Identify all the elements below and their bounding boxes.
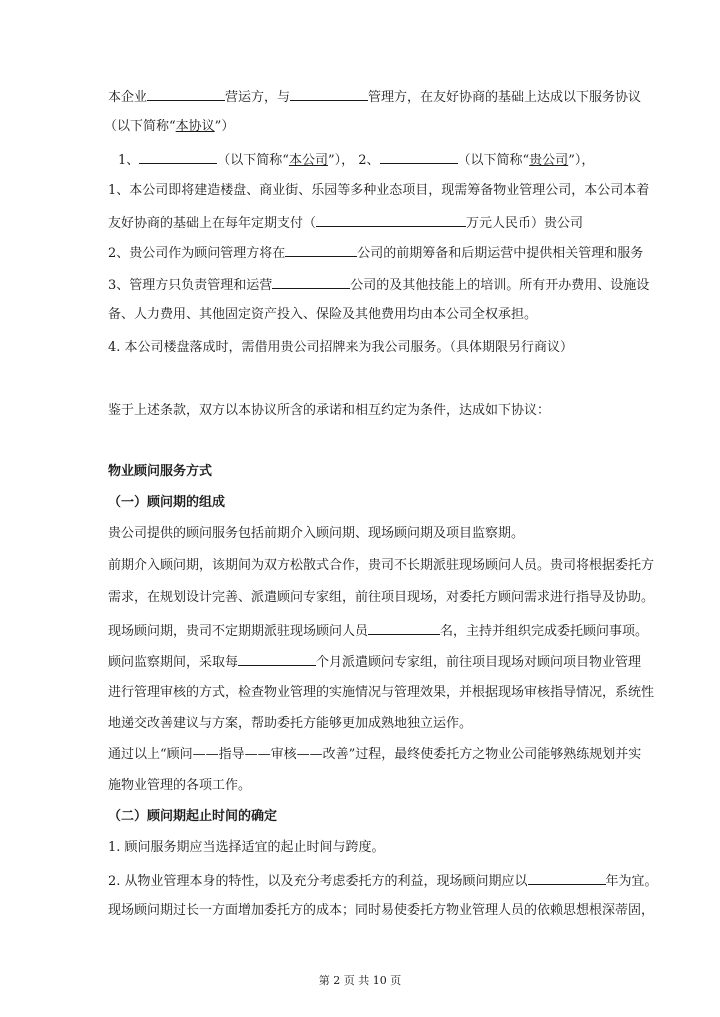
preamble: 鉴于上述条款，双方以本协议所含的承诺和相互约定为条件，达成如下协议： <box>108 403 551 418</box>
s1-p4-line2: 进行管理审核的方式，检查物业管理的实施情况与管理效果，并根据现场审核指导情况，系统性 <box>108 685 655 700</box>
months-blank[interactable] <box>238 653 316 666</box>
subsection-2-title: （二）顾问期起止时间的确定 <box>108 809 278 824</box>
s2-q2: 2. 从物业管理本身的特性，以及充分考虑委托方的利益，现场顾问期应以 年为宜。 <box>108 874 658 889</box>
manager-blank[interactable] <box>290 88 368 101</box>
section-title: 物业顾问服务方式 <box>108 464 213 479</box>
term-our-company: 本公司 <box>288 153 328 168</box>
s1-p3: 现场顾问期，贵司不定期期派驻现场顾问人员 名，主持并组织完成委托顾问事项。 <box>108 624 649 639</box>
parties-line: 1、 （以下简称“本公司”）， 2、 （以下简称“贵公司”）， <box>118 153 595 168</box>
clause3-line2: 备、人力费用、其他固定资产投入、保险及其他费用均由本公司全权承担。 <box>108 307 538 322</box>
s1-p4-line3: 地递交改善建议与方案，帮助委托方能够更加成熟地独立运作。 <box>108 716 473 731</box>
page-footer: 第 2 页 共 10 页 <box>318 974 402 987</box>
term-agreement: 本协议 <box>175 119 215 134</box>
managed-company-blank[interactable] <box>272 276 350 289</box>
s1-p5-line1: 通过以上“顾问——指导——审核——改善”过程，最终使委托方之物业公司能够熟练规划并实 <box>108 747 642 762</box>
intro-abbrev: （以下简称“本协议”） <box>104 119 235 134</box>
staff-count-blank[interactable] <box>368 622 440 635</box>
intro-line: 本企业 营运方，与 管理方，在友好协商的基础上达成以下服务协议 <box>108 90 642 105</box>
clause3-line1: 3、管理方只负责管理和运营 公司的及其他技能上的培训。所有开办费用、设施设 <box>108 278 650 293</box>
clause1-line2: 友好协商的基础上在每年定期支付（ 万元人民币）贵公司 <box>108 216 584 231</box>
operator-blank[interactable] <box>147 88 225 101</box>
s1-p2-line2: 需求，在规划设计完善、派遣顾问专家组，前往项目现场，对委托方顾问需求进行指导及协助。 <box>108 590 655 605</box>
s2-q3: 现场顾问期过长一方面增加委托方的成本；同时易使委托方物业管理人员的依赖思想根深蒂固， <box>108 903 655 918</box>
term-your-company: 贵公司 <box>529 153 569 168</box>
fee-blank[interactable] <box>316 214 466 227</box>
s1-p2-line1: 前期介入顾问期，该期间为双方松散式合作，贵司不长期派驻现场顾问人员。贵司将根据委托方 <box>108 558 655 573</box>
s1-p1: 贵公司提供的顾问服务包括前期介入顾问期、现场顾问期及项目监察期。 <box>108 526 525 541</box>
years-blank[interactable] <box>528 872 606 885</box>
s1-p5-line2: 施物业管理的各项工作。 <box>108 778 252 793</box>
s1-p4-line1: 顾问监察期间，采取每 个月派遣顾问专家组，前往项目现场对顾问项目物业管理 <box>108 655 642 670</box>
clause4: 4. 本公司楼盘落成时，需借用贵公司招牌来为我公司服务。（具体期限另行商议） <box>108 340 574 355</box>
subsection-1-title: （一）顾问期的组成 <box>108 495 226 510</box>
s2-q1: 1. 顾问服务期应当选择适宜的起止时间与跨度。 <box>108 840 385 855</box>
party2-blank[interactable] <box>380 151 458 164</box>
company-blank[interactable] <box>285 244 357 257</box>
party1-blank[interactable] <box>139 151 217 164</box>
clause2: 2、贵公司作为顾问管理方将在 公司的前期筹备和后期运营中提供相关管理和服务 <box>108 246 644 261</box>
clause1-line1: 1、本公司即将建造楼盘、商业街、乐园等多种业态项目，现需筹备物业管理公司，本公司本着 <box>108 183 650 198</box>
